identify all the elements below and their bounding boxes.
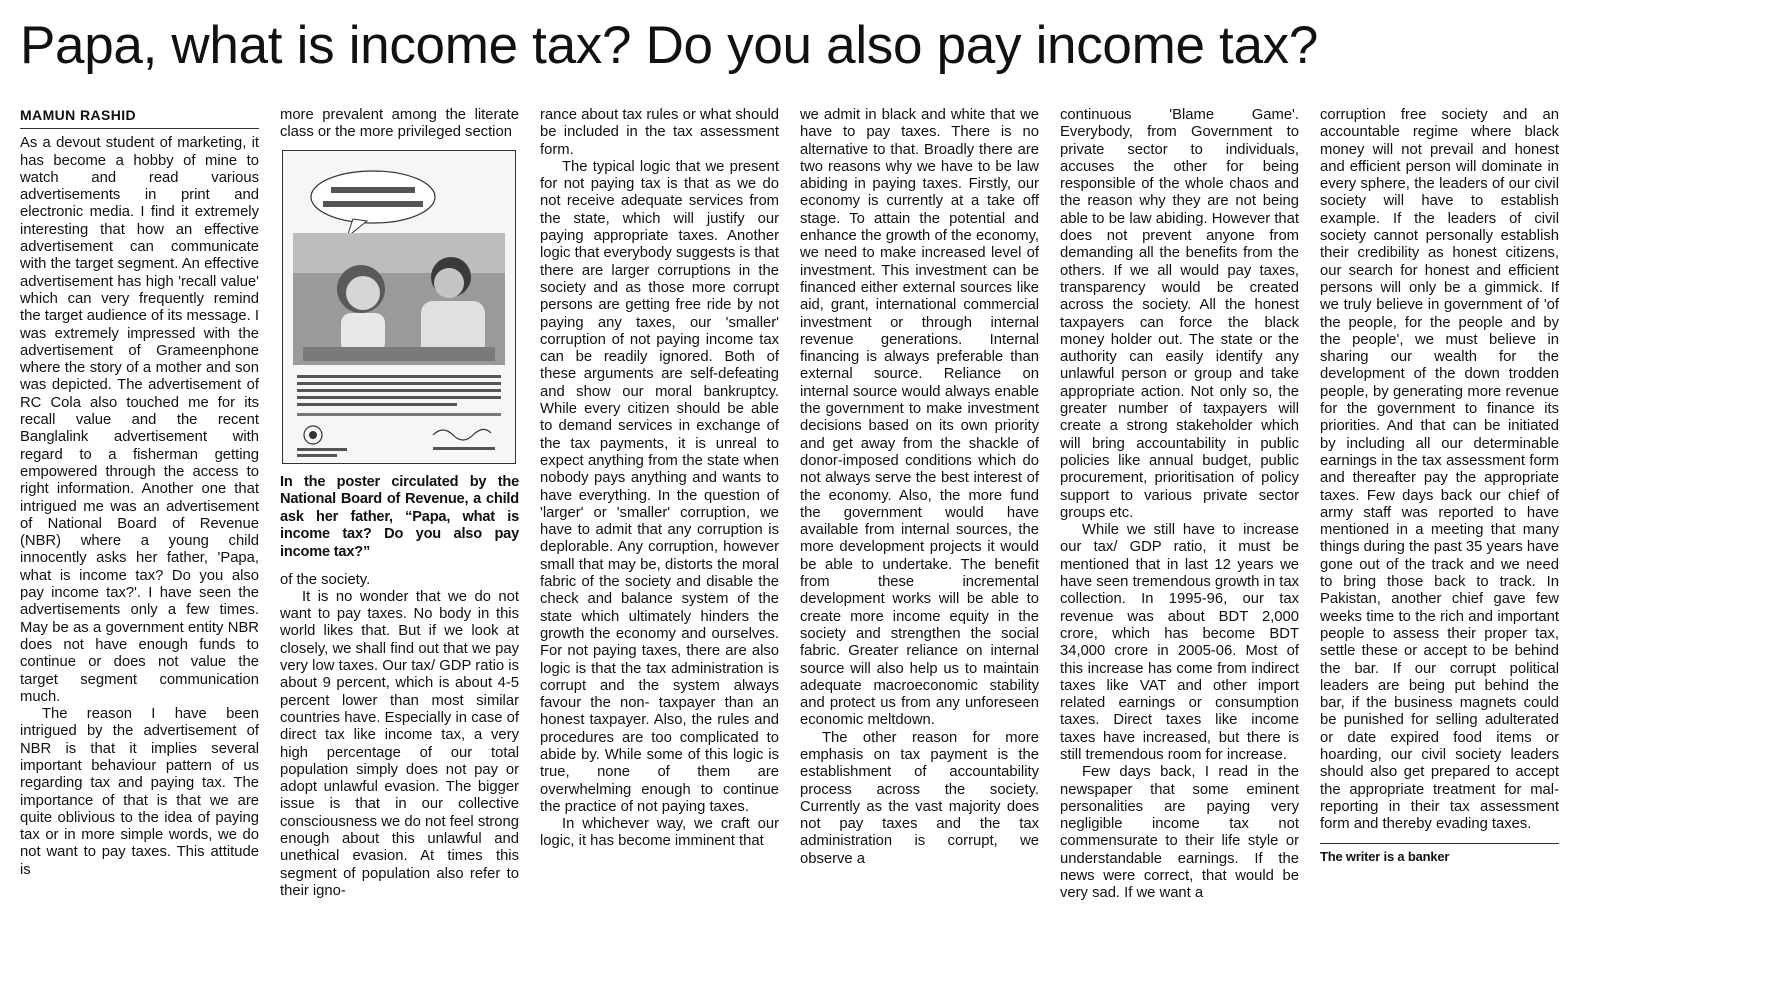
paragraph-continuation: we admit in black and white that we have to pay taxes. There is no alternative to that. Broadly there are two reasons why we have to be law abiding in paying taxes. Firstly, our economy is currently at a take off stage. To attain the potential and enhance the growth of the economy, we need to make increased level of investment. This investment can be financed either external sources like aid, grant, international commercial investment or through internal revenue generations. Internal financing is always preferable than external source. Reliance on internal source would always enable the government to make investment decisions based on its own priority and get away from the shackle of donor-imposed conditions which do not always serve the best interest of the economy. Also, the more fund the government would have available from internal sources, the more development projects it would be able to undertake. The benefit from these incremental development works will be able to create more income equity in the society and strengthen the social fabric. Greater reliance on internal source will also help us to maintain adequate macroeconomic stability and protect us from any unforeseen economic meltdown.: [800, 107, 1039, 729]
paragraph-continuation: more prevalent among the literate class or the more privileged section: [280, 107, 519, 141]
article-column-5: [1060, 107, 1299, 1002]
paragraph: As a devout student of marketing, it has become a hobby of mine to watch and read various advertisements in print and electronic media. I find it extremely interesting that how an effective advertisement can communicate with the target segment. An effective advertisement has high 'recall value' which can very frequently remind the target audience of its message. I was extremely impressed with the advertisement of Grameenphone where the story of a mother and son was depicted. The advertisement of RC Cola also touched me for its recall value and the recent Banglalink advertisement with regard to a fisherman getting empowered through the access to right information. Another one that intrigued me was an advertisement of National Board of Revenue (NBR) where a young child innocently asks her father, 'Papa, what is income tax? Do you also pay income tax?'. I have seen the advertisements only a few times. May be as a government entity NBR does not have enough funds to continue or does not value the target segment communication much.: [20, 135, 259, 705]
paragraph: The other reason for more emphasis on tax payment is the establishment of accountability process across the society. Currently as the vast majority does not pay taxes and the tax administration is corrupt, we observe a: [800, 729, 1039, 867]
paragraph: The reason I have been intrigued by the advertisement of NBR is that it implies several important behaviour pattern of us regarding tax and paying tax. The importance of that is that we are quite oblivious to the idea of paying tax or in more simple words, we do not want to pay taxes. This attitude is: [20, 706, 259, 878]
author-credit: The writer is a banker: [1320, 843, 1559, 865]
headline: Papa, what is income tax? Do you also pay income tax?: [20, 16, 1319, 75]
paragraph: While we still have to increase our tax/ GDP ratio, it must be mentioned that in last 12 years we have seen tremendous growth in tax collection. In 1995-96, our tax revenue was about BDT 2,000 crore, which has become BDT 34,000 crore in 2005-06. Most of this increase has come from indirect taxes like VAT and other import related earnings or consumption taxes. Direct taxes like income taxes have increased, but there is still tremendous room for increase.: [1060, 522, 1299, 763]
article-column-6: [1320, 107, 1559, 1002]
article-column-2: [280, 107, 519, 1002]
paragraph: Few days back, I read in the newspaper that some eminent personalities are paying very negligible income tax not commensurate to their life style or understandable earnings. If the news were correct, that would be very sad. If we want a: [1060, 764, 1299, 902]
article-column-4: [800, 107, 1039, 1002]
article-column-1: [20, 107, 259, 1002]
paragraph-continuation: continuous 'Blame Game'. Everybody, from Government to private sector to individuals, accuses the other for being responsible of the whole chaos and the reason why they are not being able to be law abiding. However that does not prevent anyone from demanding all the benefits from the others. If we all would pay taxes, transparency would be created across the society. All the honest taxpayers can force the black money holder out. The state or the authority can easily identify any unlawful person or group and take appropriate action. Not only so, the greater number of taxpayers will create a strong stakeholder which will bring accountability in public policies like annual budget, public procurement, prioritisation of policy support to various private sector groups etc.: [1060, 107, 1299, 521]
paragraph: The typical logic that we present for not paying tax is that as we do not receive adequate services from the state, which will justify our paying appropriate taxes. Another logic that everybody suggests is that there are larger corruptions in the society and as those more corrupt persons are getting free ride by not paying any taxes, our 'smaller' corruption of not paying income tax can be readily ignored. Both of these arguments are self-defeating and show our moral bankruptcy. While every citizen should be able to demand services in exchange of the tax payments, it is unreal to expect anything from the state when nobody pays anything and wants to have everything. In the question of 'larger' or 'smaller' corruption, we have to admit that any corruption is deplorable. Any corruption, however small that may be, distorts the moral fabric of the society and disable the check and balance system of the state which ultimately hinders the growth the economy and ourselves. For not paying taxes, there are also logic is that the tax administration is corrupt and the system always favour the non- taxpayer than an honest taxpayer. Also, the rules and procedures are too complicated to abide by. While some of this logic is true, none of them are overwhelming enough to continue the practice of not paying taxes.: [540, 158, 779, 815]
paragraph-continuation: of the society.: [280, 571, 371, 588]
poster-caption: In the poster circulated by the National Board of Revenue, a child ask her father, “Papa, what is income tax? Do you also pay income tax?”: [280, 473, 519, 560]
article-column-3: [540, 107, 779, 1002]
byline: MAMUN RASHID: [20, 107, 259, 129]
paragraph-continuation: corruption free society and an accountable regime where black money will not prevail and honest and efficient person will dominate in every sphere, the leaders of our civil society will have to establish example. If the leaders of civil society cannot personally establish their credibility as honest citizens, our search for honest and efficient persons will only be a gimmick. If we truly believe in government of 'of the people, for the people and by the people', we must believe in sharing our wealth for the development of the down trodden people, by generating more revenue for the government to finance its priorities. And that can be initiated by including all our determinable earnings in the tax assessment form and thereafter pay the appropriate taxes. Few days back our chief of army staff was reported to have mentioned in a meeting that many things during the past 35 years have gone out of the track and we need to bring those back to track. In Pakistan, another chief gave few weeks time to the rich and important people to assess their proper tax, settle these or accept to be behind the bar. If our corrupt political leaders are being put behind the bar, if the business magnets could be punished for selling adulterated or date expired food items or hoarding, our civil society leaders should also get prepared to accept the appropriate treatment for mal-reporting in their tax assessment form and thereby evading taxes.: [1320, 107, 1559, 833]
paragraph: In whichever way, we craft our logic, it has become imminent that: [540, 816, 779, 850]
paragraph: It is no wonder that we do not want to pay taxes. No body in this world likes that. But if we look at closely, we shall find out that we pay very low taxes. Our tax/ GDP ratio is about 9 percent, which is about 4-5 percent lower than most similar countries have. Especially in case of direct tax like income tax, a very high percentage of our total population simply does not pay or adopt unlawful evasion. The bigger issue is that in our collective consciousness we do not feel strong enough about this unlawful and unethical evasion. At times this segment of population also refer to their igno-: [280, 588, 519, 899]
nbr-poster-image: [282, 150, 516, 464]
paragraph-continuation: rance about tax rules or what should be included in the tax assessment form.: [540, 107, 779, 158]
